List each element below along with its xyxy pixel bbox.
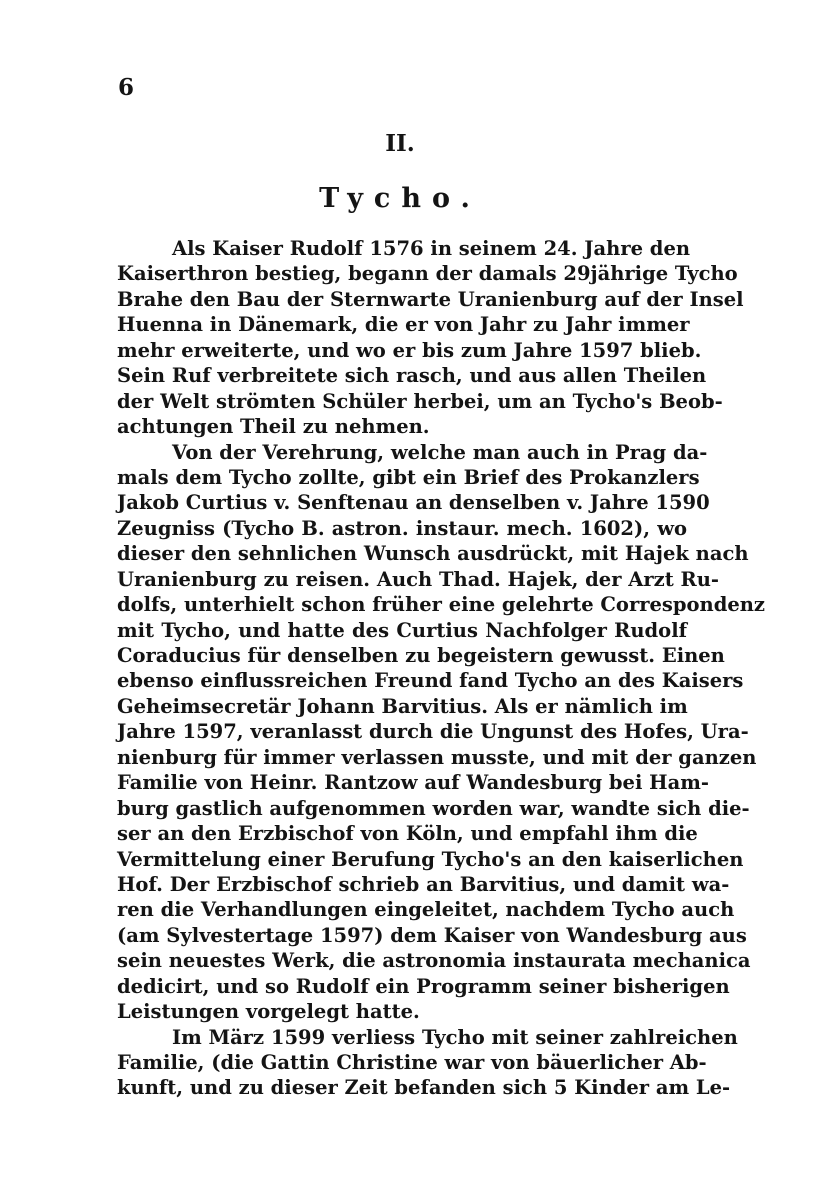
text-line: ebenso einflussreichen Freund fand Tycho an des Kaisers (117, 669, 744, 693)
page-number: 6 (118, 74, 135, 101)
text-line: burg gastlich aufgenommen worden war, wandte sich die- (117, 796, 750, 820)
text-line: mehr erweiterte, und wo er bis zum Jahre 1597 blieb. (117, 338, 702, 362)
text-line: Familie, (die Gattin Christine war von bäuerlicher Ab- (117, 1051, 707, 1074)
text-line: Von der Verehrung, welche man auch in Prag da- (172, 440, 708, 464)
text-line: dedicirt, und so Rudolf ein Programm seiner bisherigen (117, 974, 730, 998)
text-line: dieser den sehnlichen Wunsch ausdrückt, mit Hajek nach (117, 542, 749, 566)
body-text (117, 236, 765, 1101)
text-line: der Welt strömten Schüler herbei, um an Tycho's Beob- (117, 389, 723, 413)
text-line: Kaiserthron bestieg, begann der damals 29jährige Tycho (117, 262, 738, 286)
text-line: Familie von Heinr. Rantzow auf Wandesburg bei Ham- (117, 771, 709, 795)
text-line: Huenna in Dänemark, die er von Jahr zu Jahr immer (117, 313, 690, 337)
text-line: nienburg für immer verlassen musste, und mit der ganzen (117, 745, 757, 769)
text-line: achtungen Theil zu nehmen. (117, 415, 430, 439)
text-line: ren die Verhandlungen eingeleitet, nachdem Tycho auch (117, 898, 735, 922)
text-line: Geheimsecretär Johann Barvitius. Als er nämlich im (117, 694, 688, 718)
text-line: Zeugniss (Tycho B. astron. instaur. mech. 1602), wo (117, 516, 687, 540)
text-line: Jakob Curtius v. Senftenau an denselben v. Jahre 1590 (117, 491, 710, 515)
text-line: Uranienburg zu reisen. Auch Thad. Hajek, der Arzt Ru- (117, 567, 720, 591)
chapter-title: Tycho. (319, 183, 481, 214)
text-line: kunft, und zu dieser Zeit befanden sich 5 Kinder am Le- (117, 1076, 731, 1100)
text-line: mals dem Tycho zollte, gibt ein Brief des Prokanzlers (117, 465, 700, 489)
text-line: Coraducius für denselben zu begeistern gewusst. Einen (117, 644, 725, 667)
text-line: Jahre 1597, veranlasst durch die Ungunst des Hofes, Ura- (117, 720, 749, 744)
text-line: Vermittelung einer Berufung Tycho's an den kaiserlichen (117, 847, 744, 871)
text-line: Im März 1599 verliess Tycho mit seiner zahlreichen (172, 1025, 738, 1049)
text-line: mit Tycho, und hatte des Curtius Nachfolger Rudolf (117, 618, 687, 642)
text-line: Als Kaiser Rudolf 1576 in seinem 24. Jahre den (172, 237, 691, 260)
text-line: ser an den Erzbischof von Köln, und empfahl ihm die (117, 822, 698, 846)
text-line: sein neuestes Werk, die astronomia instaurata mechanica (117, 949, 751, 973)
text-line: Leistungen vorgelegt hatte. (117, 1000, 420, 1024)
text-line: Sein Ruf verbreitete sich rasch, und aus allen Theilen (117, 364, 707, 388)
chapter-number: II. (385, 130, 415, 157)
text-line: (am Sylvestertage 1597) dem Kaiser von Wandesburg aus (117, 923, 747, 947)
text-line: dolfs, unterhielt schon früher eine gelehrte Correspondenz (117, 593, 765, 617)
text-line: Hof. Der Erzbischof schrieb an Barvitius, und damit wa- (117, 872, 730, 896)
text-line: Brahe den Bau der Sternwarte Uranienburg auf der Insel (117, 287, 744, 311)
